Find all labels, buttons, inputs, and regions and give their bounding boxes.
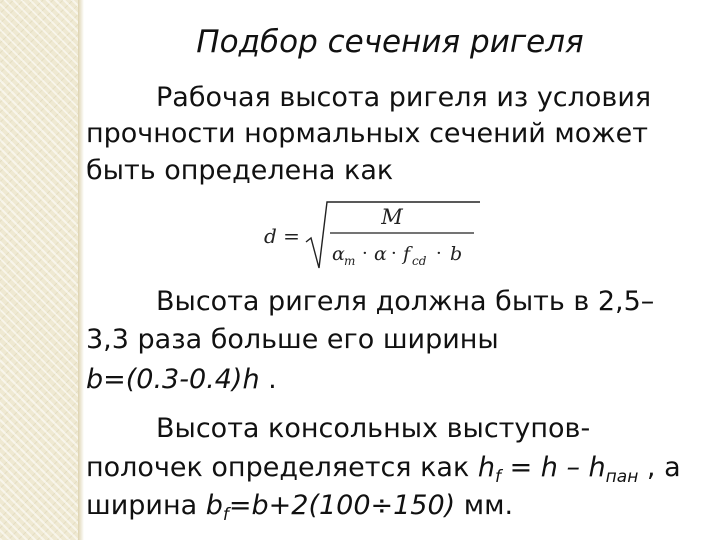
paragraph1-line2: прочности нормальных сечений может <box>86 118 648 149</box>
paragraph2-line2: 3,3 раза больше его ширины <box>86 324 499 355</box>
formula-f: f <box>403 243 411 265</box>
panel-height-sub: пан <box>605 467 639 487</box>
flange-width-symbol: b <box>205 490 223 521</box>
slide-title <box>0 24 720 60</box>
formula-numerator: M <box>381 205 403 229</box>
decorative-band-edge <box>78 0 84 540</box>
width-formula: b=(0.3-0.4)h <box>86 364 260 395</box>
paragraph2-line1: Высота ригеля должна быть в 2,5– <box>156 286 655 317</box>
paragraph3-line3 <box>86 491 513 530</box>
flange-height-symbol: h <box>477 452 495 483</box>
formula-alpha-m-sub: m <box>344 254 356 268</box>
paragraph3-line2-text: полочек определяется как <box>86 452 478 483</box>
paragraph3-line3-text: ширина <box>86 490 206 521</box>
formula-dot-2: · <box>391 243 397 264</box>
flange-width-unit: мм. <box>455 490 514 521</box>
paragraph1-line1: Рабочая высота ригеля из условия <box>156 82 652 113</box>
width-formula-tail: . <box>259 364 277 395</box>
formula-dot-1: · <box>362 243 368 264</box>
paragraph1-line3: быть определена как <box>86 155 394 186</box>
formula-f-sub: cd <box>412 254 427 268</box>
paragraph3-line2-tail: , а <box>638 452 681 483</box>
formula-alpha: α <box>374 243 387 265</box>
flange-height-expr: = h – h <box>500 452 606 483</box>
formula-b: b <box>450 243 463 265</box>
decorative-left-band <box>0 0 78 540</box>
slide-title-text: Подбор сечения ригеля <box>196 24 584 60</box>
paragraph2-line3 <box>86 365 277 395</box>
formula-dot-3: · <box>436 243 442 264</box>
paragraph3-line2 <box>86 453 681 492</box>
formula-lhs: d = <box>264 224 300 248</box>
flange-width-sub: f <box>222 505 229 525</box>
paragraph3-line1: Высота консольных выступов- <box>156 413 591 444</box>
formula-effective-depth <box>262 196 492 280</box>
flange-height-sub: f <box>494 467 501 487</box>
flange-width-expr: =b+2(100÷150) <box>228 490 456 521</box>
formula-alpha-m: α <box>332 243 345 265</box>
